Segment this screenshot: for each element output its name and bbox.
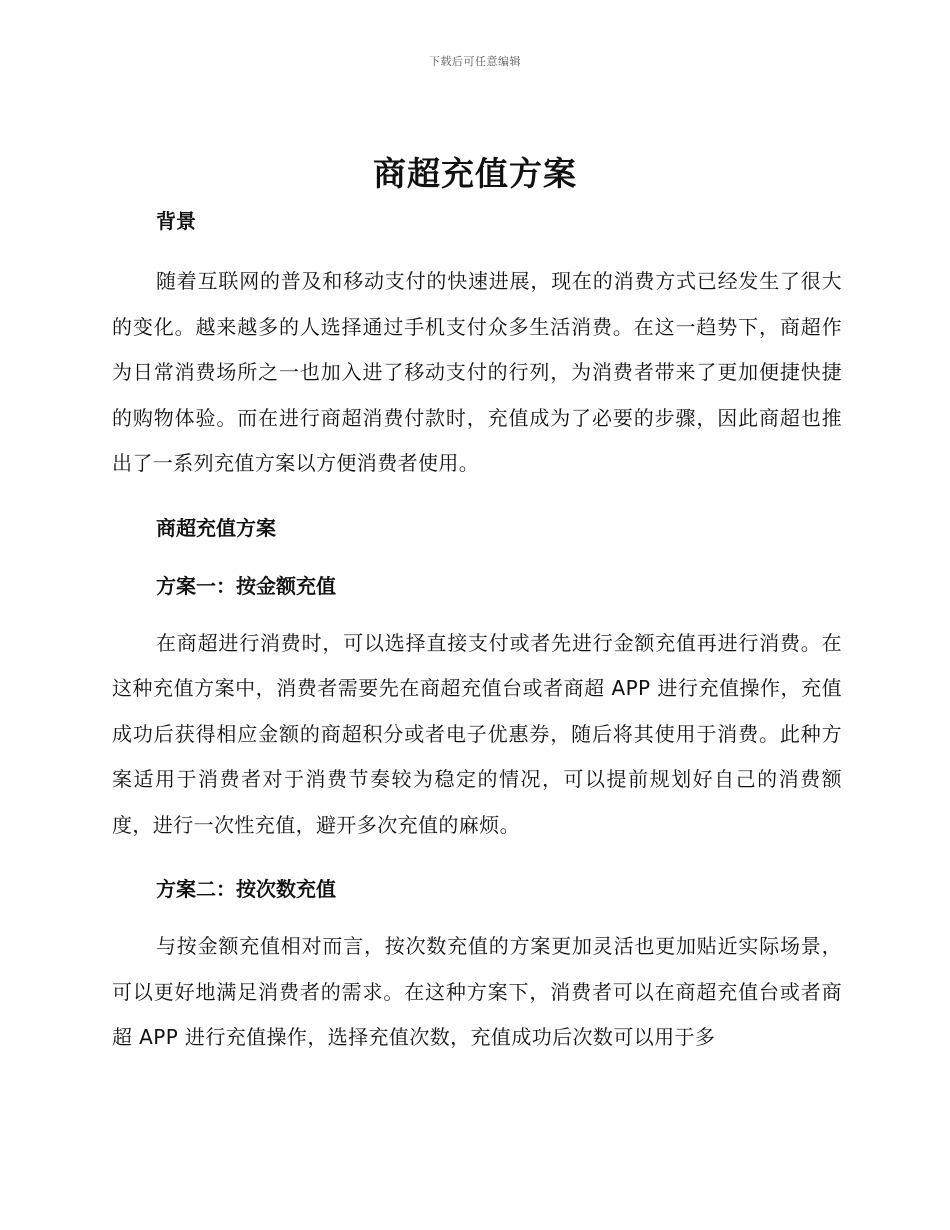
section-heading-plan-one: 方案一：按金额充值: [156, 573, 336, 598]
section-heading-plan-two: 方案二：按次数充值: [156, 877, 336, 901]
header-note: 下载后可任意编辑: [429, 55, 521, 68]
paragraph-plan-one: 在商超进行消费时，可以选择直接支付或者先进行金额充值再进行消费。在这种充值方案中，消费者需要先在商超充值台或者商超 APP 进行充值操作，充值成功后获得相应金额的商超积分或者电子优惠券，随后将其使用于消费。此种方案适用于消费者对于消费节奏较为稳定的情况，可以提前规划好自己的消费额度，进行一次性充值，避开多次充值的麻烦。: [112, 630, 842, 837]
section-heading-background: 背景: [156, 209, 196, 233]
paragraph-plan-two: 与按金额充值相对而言，按次数充值的方案更加灵活也更加贴近实际场景，可以更好地满足消费者的需求。在这种方案下，消费者可以在商超充值台或者商超 APP 进行充值操作，选择充值次数，充值成功后次数可以用于多: [112, 934, 842, 1049]
document-body: [112, 204, 842, 1061]
section-heading-plans: 商超充值方案: [156, 515, 276, 540]
document-title: 商超充值方案: [373, 154, 577, 193]
paragraph-background: 随着互联网的普及和移动支付的快速进展，现在的消费方式已经发生了很大的变化。越来越多的人选择通过手机支付众多生活消费。在这一趋势下，商超作为日常消费场所之一也加入进了移动支付的行列，为消费者带来了更加便捷快捷的购物体验。而在进行商超消费付款时，充值成为了必要的步骤，因此商超也推出了一系列充值方案以方便消费者使用。: [112, 269, 842, 475]
